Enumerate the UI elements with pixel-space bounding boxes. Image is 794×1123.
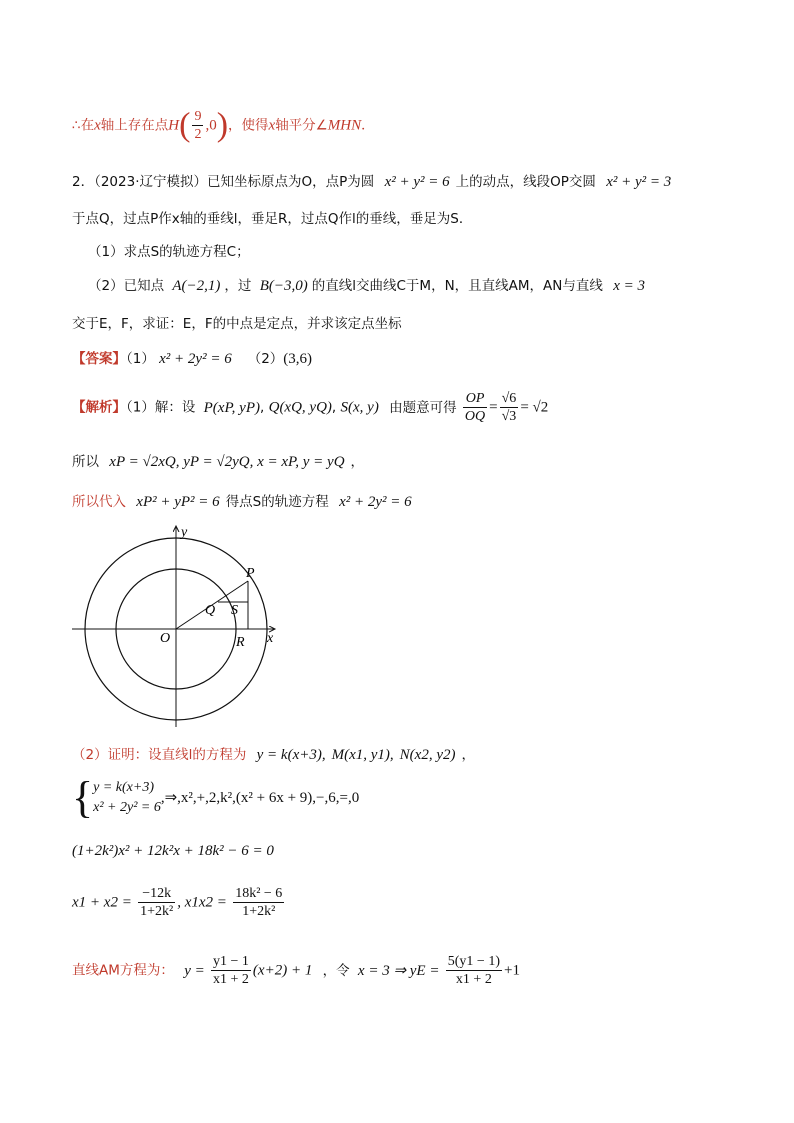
problem-number: 2． — [72, 174, 95, 190]
question-1 — [88, 240, 250, 260]
q1-text: （1）求点S的轨迹方程C； — [88, 244, 250, 260]
ratio-sqrt — [500, 390, 519, 425]
rhs-value: = √2 — [520, 399, 549, 416]
rhs-den: √3 — [501, 409, 517, 424]
proof-quadratic — [72, 843, 274, 860]
analysis-line-1: 【解析】（1）解：设 P(xP, yP), Q(xQ, yQ), S(x, y) 由题意可得 $\frac{OP}{OQ}$ = $\frac{√6}{√3}$ = √2 — [72, 391, 549, 424]
ratio-num: OP — [463, 390, 487, 408]
point-p-coord: P(xP, yP) — [203, 399, 261, 416]
proof-intro: （2）证明：设直线l的方程为 — [72, 747, 247, 763]
analysis-so1-end: ， — [350, 454, 365, 470]
sys-eq2: x² + 2y² = 6 — [93, 800, 161, 815]
answer-part1: （1） — [126, 351, 155, 367]
point-s-coord: S(x, y) — [340, 399, 379, 416]
analysis-intro: （1）解：设 — [126, 399, 196, 416]
analysis-traj: x² + 2y² = 6 — [339, 494, 412, 510]
analysis-so2: 所以代入 — [72, 494, 126, 510]
problem-line2-text: 于点Q，过点P作x轴的垂线l，垂足R，过点Q作l的垂线，垂足为S． — [72, 211, 473, 227]
label-p: P — [246, 566, 255, 581]
answer-line — [72, 347, 312, 368]
conclusion-suffix2: 轴平分∠ — [275, 117, 328, 134]
am-num: y1 − 1 — [213, 954, 249, 969]
analysis-get: 得点S的轨迹方程 — [225, 494, 329, 510]
answer-eq2: (3,6) — [283, 351, 313, 367]
am-den: x1 + 2 — [213, 972, 249, 987]
ratio-op-oq — [463, 390, 487, 425]
let-eq: x = 3 ⇒ yE = — [357, 962, 440, 979]
point-b: B(−3,0) — [259, 278, 308, 294]
q2-a: （2）已知点 — [88, 278, 165, 294]
sum-num: −12k — [138, 885, 175, 903]
question-2 — [88, 274, 645, 295]
paren-left: ( — [179, 106, 191, 144]
point-h: H — [168, 117, 180, 134]
vieta-prod-frac — [233, 885, 284, 920]
ye-num: 5(y1 − 1) — [447, 954, 500, 969]
quadratic-eq: (1+2k²)x² + 12k²x + 18k² − 6 = 0 — [72, 843, 274, 859]
analysis-line-2 — [72, 450, 364, 471]
ye-den: x1 + 2 — [455, 972, 492, 987]
answer-tag: 【答案】 — [72, 351, 126, 367]
ye-rest: +1 — [504, 962, 520, 979]
circle-figure — [70, 522, 290, 732]
problem-source: （2023·辽宁模拟） — [94, 174, 207, 190]
label-y: y — [181, 525, 188, 540]
label-x: x — [267, 631, 274, 646]
conclusion-suffix: ，使得 — [228, 117, 269, 134]
analysis-tag: 【解析】 — [72, 399, 126, 416]
sys-eq1: y = k(x+3) — [93, 780, 154, 795]
proof-end: ， — [461, 747, 475, 763]
problem-text2: 上的动点，线段OP交圆 — [455, 174, 596, 190]
sum-den: 1+2k² — [140, 904, 174, 919]
proof-system — [72, 773, 360, 822]
let-text: ，令 — [322, 962, 350, 979]
fraction-9-2 — [192, 108, 203, 143]
analysis-by: 由题意可得 — [389, 399, 457, 416]
system-equations — [93, 778, 161, 818]
q2-d: 交于E，F，求证：E，F的中点是定点，并求该定点坐标 — [72, 316, 402, 332]
prod-num: 18k² − 6 — [235, 886, 283, 901]
analysis-relations: xP = √2xQ, yP = √2yQ, x = xP, y = yQ — [109, 454, 345, 470]
prod-den: 1+2k² — [242, 904, 276, 919]
ye-frac — [446, 953, 502, 988]
problem-line-2 — [72, 207, 472, 227]
am-label: 直线AM方程为： — [72, 962, 174, 979]
vieta-prod-lhs: , x1x2 = — [177, 894, 227, 911]
ratio-den: OQ — [464, 409, 486, 424]
proof-line-am — [72, 953, 520, 988]
angle-mhn: MHN — [327, 117, 362, 134]
proof-point-n: N(x2, y2) — [399, 747, 456, 763]
system-arrow: ,⇒,x²,+,2,k²,(x² + 6x + 9),−,6,=,0 — [160, 790, 360, 806]
label-r: R — [236, 635, 245, 650]
label-o: O — [160, 631, 171, 646]
point-q-coord: Q(xQ, yQ) — [268, 399, 332, 416]
line-x3: x = 3 — [613, 278, 645, 294]
frac-num: 9 — [194, 109, 202, 124]
label-q: Q — [205, 603, 216, 618]
problem-line-1 — [72, 170, 671, 191]
answer-part2: （2） — [247, 351, 284, 367]
proof-line-1 — [72, 743, 475, 764]
circle2-eq: x² + y² = 3 — [606, 174, 672, 190]
coord-zero: ,0 — [205, 117, 217, 134]
problem-text1: 已知坐标原点为O，点P为圆 — [207, 174, 375, 190]
vieta-sum-frac — [138, 885, 175, 920]
am-rest: (x+2) + 1 — [252, 962, 313, 979]
q2-c: 的直线l交曲线C于M，N，且直线AM，AN与直线 — [311, 278, 603, 294]
rhs-num: √6 — [501, 391, 517, 406]
var-x2: x — [268, 117, 276, 134]
system-brace: { — [72, 773, 94, 822]
proof-point-m: M(x1, y1), — [331, 747, 394, 763]
am-slope-frac — [211, 953, 251, 988]
answer-eq1: x² + 2y² = 6 — [159, 351, 232, 367]
conclusion-end: ． — [361, 117, 375, 134]
point-a: A(−2,1) — [172, 278, 221, 294]
circle1-eq: x² + y² = 6 — [384, 174, 450, 190]
conclusion-prefix: ∴在 — [72, 117, 95, 134]
frac-den: 2 — [194, 127, 202, 142]
var-x: x — [94, 117, 101, 134]
conclusion-line — [72, 108, 375, 143]
question-2-cont — [72, 312, 402, 332]
am-lhs: y = — [184, 962, 205, 979]
analysis-so1: 所以 — [72, 454, 99, 470]
vieta-sum-lhs: x1 + x2 = — [72, 894, 132, 911]
proof-vieta — [72, 885, 286, 920]
paren-right: ) — [216, 106, 229, 144]
proof-line-eq: y = k(x+3), — [256, 747, 326, 763]
label-s: S — [231, 603, 238, 618]
q2-b: ，过 — [224, 278, 252, 294]
conclusion-mid: 轴上存在点 — [100, 117, 169, 134]
analysis-sub-eq: xP² + yP² = 6 — [136, 494, 220, 510]
analysis-line-3 — [72, 490, 412, 511]
